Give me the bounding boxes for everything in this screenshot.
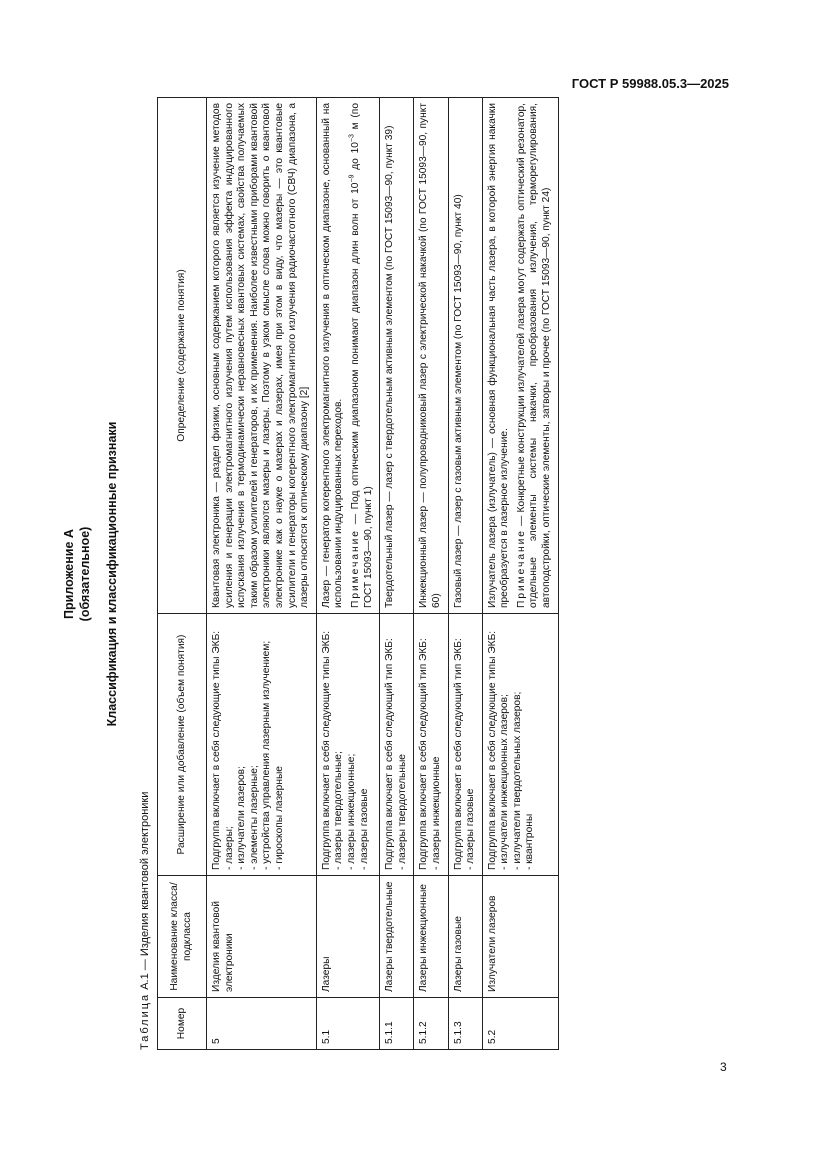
- extension-line: Подгруппа включает в себя следующие типы ЭКБ:: [486, 630, 498, 870]
- row-number: 5.1: [316, 998, 379, 1050]
- row-extension: [482, 614, 558, 876]
- extension-line: - устройства управления лазерным излучением;: [261, 640, 273, 870]
- extension-line: Подгруппа включает в себя следующий тип ЭКБ:: [452, 638, 464, 870]
- row-name: Изделия квантовой электроники: [207, 876, 317, 998]
- extension-line: - излучатели инжекционных лазеров;: [499, 694, 511, 870]
- definition-note: [516, 103, 554, 608]
- extension-line: - лазеры твердотельные: [396, 754, 408, 870]
- row-name: Лазеры: [316, 876, 379, 998]
- row-definition: [482, 98, 558, 614]
- table-caption: [139, 792, 151, 1050]
- note-text: до 10: [349, 142, 361, 175]
- row-number: 5: [207, 998, 317, 1050]
- note-text: м (по ГОСТ 15093—90, пункт 1): [349, 103, 374, 608]
- page-number: 3: [720, 1060, 727, 1074]
- note-text: — Конкретные конструкции излучателей лазера могут содержать оптический резонатор, отдельные элементы системы накачки, преобразования излучения, терморегулирования, автоподстройки, оптические элементы, затворы и прочее (по ГОСТ 15093—90, пункт 24): [515, 103, 553, 608]
- extension-line: - лазеры;: [223, 826, 235, 870]
- annex-subtitle: (обязательное): [78, 526, 92, 622]
- column-header-number: Номер: [158, 998, 207, 1050]
- definition-text: Твердотельный лазер — лазер с твердотельным активным элементом (по ГОСТ 15093—90, пункт 39): [384, 125, 396, 608]
- row-extension: [414, 614, 448, 876]
- row-number: 5.1.3: [448, 998, 482, 1050]
- definition-text: Газовый лазер — лазер с газовым активным элементом (по ГОСТ 15093—90, пункт 40): [452, 194, 464, 608]
- table-header-row: [158, 98, 207, 1050]
- column-header-definition: Определение (содержание понятия): [158, 98, 207, 614]
- row-extension: [316, 614, 379, 876]
- table-row: [414, 98, 448, 1050]
- definition-text: Излучатель лазера (излучатель) — основная функциональная часть лазера, в которой энергия накачки преобразуется в лазерное излучение.: [486, 103, 511, 608]
- column-header-extension: Расширение или добавление (объем понятия): [158, 614, 207, 876]
- column-header-name: Наименование класса/подкласса: [158, 876, 207, 998]
- note-label: Примечание: [349, 529, 361, 608]
- row-definition: [448, 98, 482, 614]
- annex-heading: [61, 98, 93, 1050]
- row-extension: [380, 614, 414, 876]
- row-number: 5.2: [482, 998, 558, 1050]
- row-name: Излучатели лазеров: [482, 876, 558, 998]
- definition-text: Квантовая электроника — раздел физики, основным содержанием которого является изучение методов усиления и генерации электромагнитного излучения путем использования эффекта индуцированного испускания излучения в термодинамически неравновесных квантовых системах, свойства получаемых таким образом усилителей и генераторов, и их применения. Наиболее известными приборами квантовой электроники являются мазеры и лазеры. Поэтому в узком смысле слова можно говорить о квантовой электронике как о науке о мазерах и лазерах, имея при этом в виду, что мазеры — это квантовые усилители и генераторы когерентного электромагнитного излучения радиочастотного (СВЧ) диапазона, а лазеры относятся к оптическому диапазону [2]: [211, 103, 311, 608]
- extension-line: - гироскопы лазерные: [273, 766, 285, 870]
- extension-line: - лазеры инжекционные;: [345, 753, 357, 870]
- extension-line: - лазеры твердотельные;: [333, 751, 345, 870]
- extension-line: - излучатели лазеров;: [236, 766, 248, 870]
- extension-line: Подгруппа включает в себя следующие типы ЭКБ:: [320, 630, 332, 870]
- extension-line: - квантроны: [524, 813, 536, 870]
- section-title: Классификация и классификационные признаки: [105, 421, 119, 727]
- table-row: [316, 98, 379, 1050]
- row-number: 5.1.1: [380, 998, 414, 1050]
- extension-line: - элементы лазерные;: [248, 765, 260, 870]
- table-row: [207, 98, 317, 1050]
- extension-line: - лазеры газовые: [358, 788, 370, 870]
- annex-title: Приложение А: [62, 529, 76, 619]
- note-text: — Под оптическим диапазоном понимают диапазон длин волн от 10: [349, 182, 361, 525]
- table-caption-text: А.1 — Изделия квантовой электроники: [139, 791, 151, 990]
- note-exponent: −9: [348, 174, 356, 183]
- row-definition: [380, 98, 414, 614]
- row-definition: [316, 98, 379, 614]
- extension-line: - лазеры инжекционные: [430, 756, 442, 870]
- definition-note: [350, 103, 375, 608]
- table-row: [380, 98, 414, 1050]
- extension-line: - излучатели твердотельных лазеров;: [511, 691, 523, 870]
- note-exponent: −3: [348, 134, 356, 143]
- document-code: ГОСТ Р 59988.05.3—2025: [571, 76, 729, 91]
- note-label: Примечание: [515, 529, 527, 608]
- rotated-landscape-content: [61, 98, 751, 1050]
- row-name: Лазеры твердотельные: [380, 876, 414, 998]
- row-extension: [207, 614, 317, 876]
- classification-table: [157, 97, 559, 1050]
- definition-text: Лазер — генератор когерентного электромагнитного излучения в оптическом диапазоне, основанный на использовании индуцированных переходов.: [320, 103, 345, 608]
- table-row: [482, 98, 558, 1050]
- row-name: Лазеры газовые: [448, 876, 482, 998]
- row-definition: [414, 98, 448, 614]
- row-name: Лазеры инжекционные: [414, 876, 448, 998]
- table-row: [448, 98, 482, 1050]
- row-number: 5.1.2: [414, 998, 448, 1050]
- extension-line: Подгруппа включает в себя следующий тип ЭКБ:: [418, 638, 430, 870]
- table-caption-prefix: Таблица: [139, 992, 151, 1050]
- definition-text: Инжекционный лазер — полупроводниковый лазер с электрической накачкой (по ГОСТ 15093—90, пункт 60): [418, 103, 442, 608]
- extension-line: Подгруппа включает в себя следующий тип ЭКБ:: [384, 638, 396, 870]
- extension-line: Подгруппа включает в себя следующие типы ЭКБ:: [211, 630, 222, 870]
- extension-line: - лазеры газовые: [465, 788, 477, 870]
- row-definition: [207, 98, 317, 614]
- row-extension: [448, 614, 482, 876]
